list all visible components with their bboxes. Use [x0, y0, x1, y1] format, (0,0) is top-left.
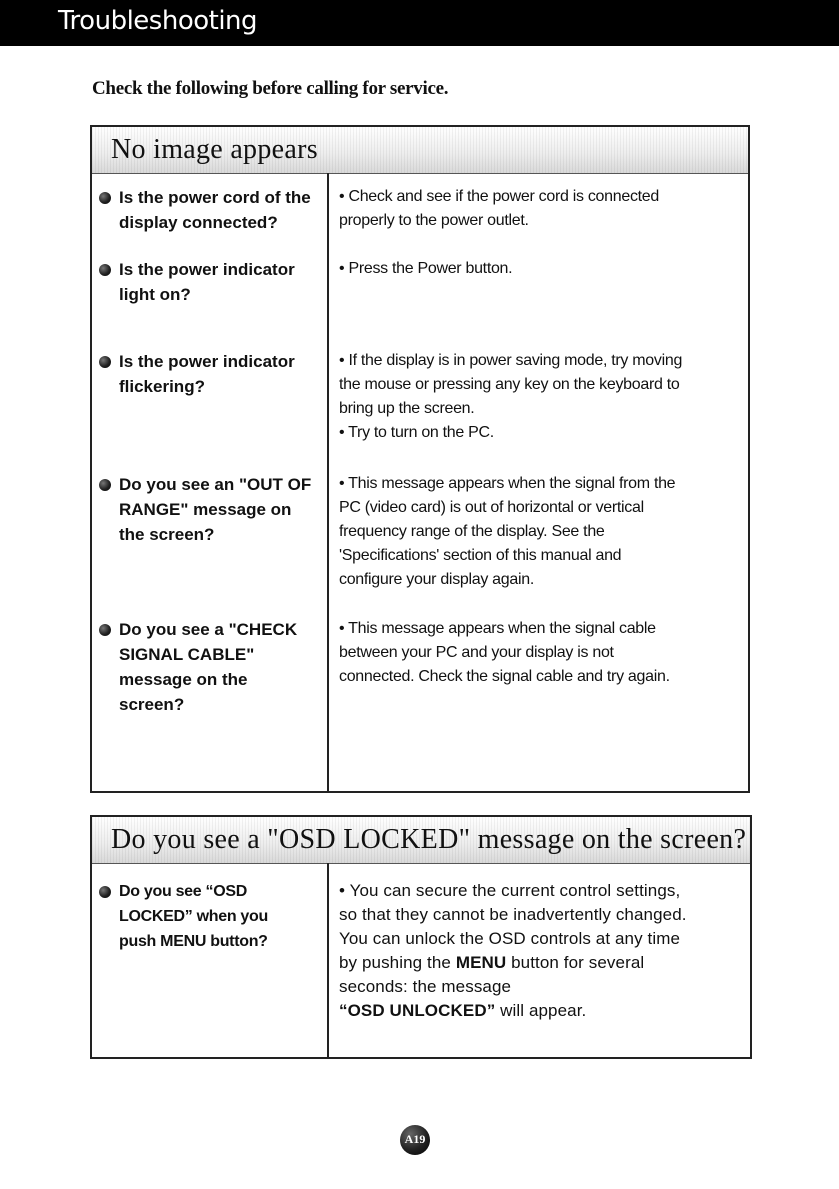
question-power-cord: Is the power cord of the display connected?: [99, 185, 329, 235]
question-osd-locked: Do you see “OSD LOCKED” when you push MENU button?: [99, 879, 329, 954]
intro-text: Check the following before calling for service.: [92, 78, 449, 99]
bullet-icon: [99, 264, 111, 276]
page-title: Troubleshooting: [58, 6, 258, 36]
question-power-indicator-on: Is the power indicator light on?: [99, 257, 329, 307]
title-bar: [0, 0, 839, 46]
osd-locked-panel: [90, 815, 752, 1059]
answer-check-signal-cable: • This message appears when the signal cable between your PC and your display is not connected. Check the signal cable and try again.: [339, 620, 670, 685]
question-out-of-range: Do you see an "OUT OF RANGE" message on the screen?: [99, 472, 329, 547]
question-power-indicator-flicker: Is the power indicator flickering?: [99, 349, 329, 399]
panel-heading-text: No image appears: [111, 134, 318, 165]
page-number-badge: [400, 1125, 430, 1155]
osd-unlocked-keyword: “OSD UNLOCKED”: [339, 1001, 496, 1020]
page-number: A19: [404, 1132, 426, 1146]
no-image-panel: [90, 125, 750, 793]
answer-power-indicator-on: • Press the Power button.: [339, 260, 513, 277]
menu-keyword: MENU: [455, 953, 507, 972]
answer-out-of-range: • This message appears when the signal from the PC (video card) is out of horizontal or vertical frequency range of the display. See the 'Specifications' section of this manual and configure your display again.: [339, 475, 676, 588]
answer-osd-locked: • You can secure the current control settings, so that they cannot be inadvertently changed. You can unlock the OSD controls at any time by pushing the MENU button for several seconds: the message “OSD UNLOCKED” will appear.: [339, 881, 687, 1020]
bullet-icon: [99, 479, 111, 491]
bullet-icon: [99, 886, 111, 898]
answer-power-cord: • Check and see if the power cord is connected properly to the power outlet.: [339, 188, 659, 229]
panel-heading-text: Do you see a "OSD LOCKED" message on the screen?: [111, 824, 747, 855]
bullet-icon: [99, 624, 111, 636]
bullet-icon: [99, 192, 111, 204]
answer-power-indicator-flicker: • If the display is in power saving mode, try moving the mouse or pressing any key on the keyboard to bring up the screen. • Try to turn on the PC.: [339, 352, 683, 441]
panel-heading: [92, 817, 750, 864]
bullet-icon: [99, 356, 111, 368]
panel-heading: [92, 127, 748, 174]
question-check-signal-cable: Do you see a "CHECK SIGNAL CABLE" message on the screen?: [99, 617, 329, 717]
